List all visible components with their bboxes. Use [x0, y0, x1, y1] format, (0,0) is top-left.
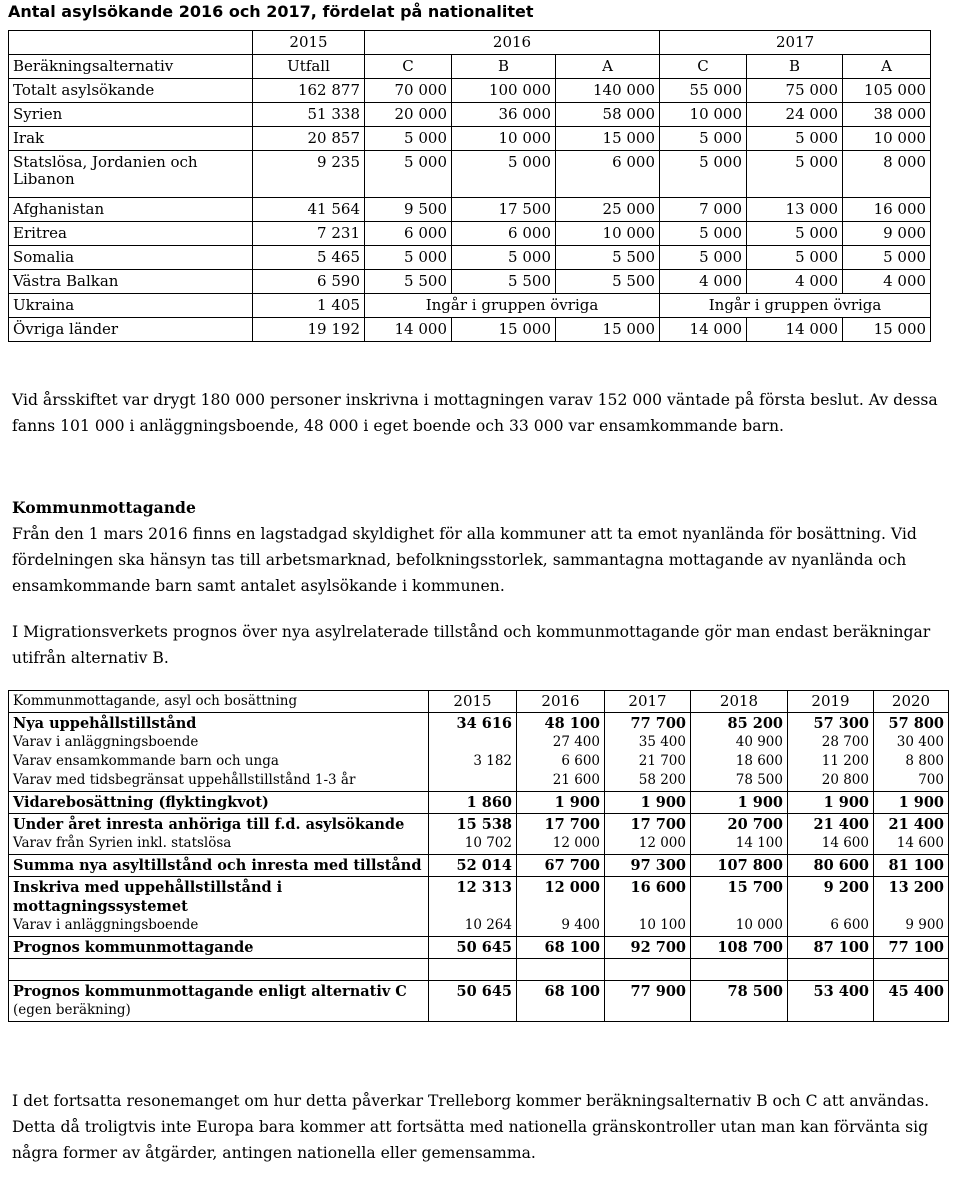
value-cell: 10 000: [452, 127, 556, 151]
line-value: 8 800: [905, 753, 944, 769]
row-label: Ukraina: [9, 294, 253, 318]
year-cell: 2017: [660, 31, 931, 55]
asylum-seekers-table: [8, 30, 931, 342]
section-heading: Kommunmottagande: [12, 498, 196, 517]
line-value: 50 645: [456, 983, 512, 1000]
line-value: 9 900: [905, 917, 944, 933]
value-cell: 25 000: [556, 198, 660, 222]
table-row: [9, 877, 949, 937]
value-cell: [691, 855, 788, 877]
alternative-cell: A: [843, 55, 931, 79]
line-value: 45 400: [888, 983, 944, 1000]
line-value: 18 600: [735, 753, 783, 769]
value-cell: 4 000: [747, 270, 843, 294]
line-value: 68 100: [544, 939, 600, 956]
line-value: 9 200: [823, 879, 869, 896]
line-value: 12 313: [456, 879, 512, 896]
value-cell: [517, 814, 605, 855]
line-value: 53 400: [813, 983, 869, 1000]
value-cell: 5 000: [660, 246, 747, 270]
line-value: 6 600: [830, 917, 869, 933]
line-label: Under året inresta anhöriga till f.d. asylsökande: [13, 816, 405, 833]
line-label: Inskriva med uppehållstillstånd i mottagningssystemet: [13, 879, 283, 915]
table-row: [9, 318, 931, 342]
value-cell: [874, 877, 949, 937]
merged-note-cell: Ingår i gruppen övriga: [660, 294, 931, 318]
value-cell: [429, 814, 517, 855]
value-cell: 7 231: [253, 222, 365, 246]
year-header-row: [9, 31, 931, 55]
line-value: 77 700: [630, 715, 686, 732]
row-label-cell: [9, 981, 429, 1022]
value-cell: 24 000: [747, 103, 843, 127]
value-cell: 8 000: [843, 151, 931, 198]
year-cell: 2016: [517, 691, 605, 713]
table-row: [9, 246, 931, 270]
value-cell: 5 500: [556, 246, 660, 270]
line-value: 20 700: [727, 816, 783, 833]
value-cell: [429, 959, 517, 981]
line-value: 58 200: [638, 772, 686, 788]
value-cell: [874, 713, 949, 792]
row-label-cell: [9, 814, 429, 855]
line-value: 107 800: [717, 857, 783, 874]
line-value: [878, 1001, 944, 1020]
line-label: Vidarebosättning (flyktingkvot): [13, 794, 269, 811]
value-cell: 14 000: [365, 318, 452, 342]
line-value: 35 400: [638, 734, 686, 750]
value-cell: 14 000: [660, 318, 747, 342]
page-title: Antal asylsökande 2016 och 2017, fördelat på nationalitet: [8, 2, 534, 21]
value-cell: [874, 855, 949, 877]
line-value: 10 000: [735, 917, 783, 933]
line-value: 78 500: [735, 772, 783, 788]
table-row: [9, 127, 931, 151]
row-label-cell: [9, 937, 429, 959]
value-cell: [788, 792, 874, 814]
line-value: 10 702: [464, 835, 512, 851]
line-value: 78 500: [727, 983, 783, 1000]
line-value: 15 700: [727, 879, 783, 896]
line-value: 10 100: [638, 917, 686, 933]
value-cell: [429, 937, 517, 959]
line-value: [792, 1001, 869, 1020]
line-value: 9 400: [561, 917, 600, 933]
line-value: [609, 1001, 686, 1020]
value-cell: 5 465: [253, 246, 365, 270]
line-value: 17 700: [630, 816, 686, 833]
value-cell: 5 000: [747, 127, 843, 151]
row-label: Irak: [9, 127, 253, 151]
line-value: 14 600: [821, 835, 869, 851]
line-value: 77 100: [888, 939, 944, 956]
line-value: 10 264: [464, 917, 512, 933]
line-value: 57 300: [813, 715, 869, 732]
value-cell: [605, 877, 691, 937]
paragraph-prognosis: I Migrationsverkets prognos över nya asylrelaterade tillstånd och kommunmottagande gör man endast beräkningar utifrån alternativ B.: [12, 623, 931, 667]
line-value: 28 700: [821, 734, 869, 750]
line-value: 57 800: [888, 715, 944, 732]
table-row: [9, 713, 949, 792]
row-label: Statslösa, Jordanien och Libanon: [9, 151, 253, 198]
value-cell: 19 192: [253, 318, 365, 342]
line-value: 1 900: [554, 794, 600, 811]
table-row: [9, 270, 931, 294]
value-cell: 15 000: [556, 318, 660, 342]
alternative-header-row: [9, 55, 931, 79]
value-cell: 5 500: [365, 270, 452, 294]
line-value: 3 182: [473, 753, 512, 769]
value-cell: 10 000: [843, 127, 931, 151]
value-cell: 5 000: [843, 246, 931, 270]
line-value: 97 300: [630, 857, 686, 874]
value-cell: [788, 877, 874, 937]
year-cell: 2019: [788, 691, 874, 713]
row-label: Syrien: [9, 103, 253, 127]
line-label: Varav från Syrien inkl. statslösa: [13, 835, 232, 851]
line-label: Nya uppehållstillstånd: [13, 715, 197, 732]
line-value: 14 100: [735, 835, 783, 851]
alternative-cell: A: [556, 55, 660, 79]
line-value: 16 600: [630, 879, 686, 896]
line-value: 52 014: [456, 857, 512, 874]
value-cell: 6 000: [556, 151, 660, 198]
value-cell: 10 000: [556, 222, 660, 246]
value-cell: 15 000: [452, 318, 556, 342]
line-value: 21 600: [552, 772, 600, 788]
value-cell: 5 000: [660, 222, 747, 246]
line-value: 12 000: [552, 835, 600, 851]
value-cell: 58 000: [556, 103, 660, 127]
value-cell: [788, 814, 874, 855]
line-value: 87 100: [813, 939, 869, 956]
header-empty-cell: [9, 31, 253, 55]
header-label: Kommunmottagande, asyl och bosättning: [9, 691, 429, 713]
value-cell: [691, 981, 788, 1022]
value-cell: 5 000: [747, 246, 843, 270]
line-value: 30 400: [896, 734, 944, 750]
table-row: [9, 981, 949, 1022]
value-cell: 6 590: [253, 270, 365, 294]
alternative-cell: Utfall: [253, 55, 365, 79]
line-value: 12 000: [638, 835, 686, 851]
value-cell: [788, 713, 874, 792]
alternative-cell: B: [452, 55, 556, 79]
value-cell: [874, 981, 949, 1022]
line-value: 85 200: [727, 715, 783, 732]
value-cell: [788, 981, 874, 1022]
value-cell: 9 000: [843, 222, 931, 246]
line-label: Varav i anläggningsboende: [13, 734, 199, 750]
value-cell: [429, 713, 517, 792]
value-cell: 5 500: [556, 270, 660, 294]
value-cell: 9 235: [253, 151, 365, 198]
value-cell: [429, 877, 517, 937]
municipal-reception-table: [8, 690, 949, 1022]
line-value: 21 400: [813, 816, 869, 833]
row-label-cell: [9, 855, 429, 877]
value-cell: 13 000: [747, 198, 843, 222]
line-value: 34 616: [456, 715, 512, 732]
line-value: 92 700: [630, 939, 686, 956]
row-label-cell: [9, 959, 429, 981]
alternative-cell: B: [747, 55, 843, 79]
table-row: [9, 294, 931, 318]
line-value: 1 860: [466, 794, 512, 811]
line-label: Varav i anläggningsboende: [13, 917, 199, 933]
paragraph-conclusion: I det fortsatta resonemanget om hur detta påverkar Trelleborg kommer beräkningsalternativ B och C att användas. Detta då troligtvis inte Europa bara kommer att fortsätta med nationella gränskontroller utan man kan förvänta sig några former av åtgärder, antingen nationella eller gemensamma.: [12, 1092, 930, 1162]
table-row: [9, 79, 931, 103]
line-label: Prognos kommunmottagande: [13, 939, 254, 956]
value-cell: [691, 792, 788, 814]
value-cell: [517, 981, 605, 1022]
table-row: [9, 855, 949, 877]
alternative-cell: C: [365, 55, 452, 79]
value-cell: 51 338: [253, 103, 365, 127]
line-value: 68 100: [544, 983, 600, 1000]
line-label: Summa nya asyltillstånd och inresta med tillstånd: [13, 857, 422, 874]
value-cell: [691, 959, 788, 981]
alternative-cell: C: [660, 55, 747, 79]
value-cell: [517, 959, 605, 981]
line-label: Varav med tidsbegränsat uppehållstillstånd 1-3 år: [13, 772, 356, 788]
value-cell: [429, 792, 517, 814]
line-value: 77 900: [630, 983, 686, 1000]
year-cell: 2017: [605, 691, 691, 713]
value-cell: 38 000: [843, 103, 931, 127]
value-cell: 7 000: [660, 198, 747, 222]
value-cell: [605, 814, 691, 855]
value-cell: 162 877: [253, 79, 365, 103]
table-row: [9, 792, 949, 814]
line-value: 700: [918, 772, 944, 788]
value-cell: [605, 792, 691, 814]
line-value: [433, 771, 512, 790]
value-cell: [605, 981, 691, 1022]
value-cell: [874, 792, 949, 814]
value-cell: 5 000: [452, 246, 556, 270]
value-cell: [517, 855, 605, 877]
value-cell: 14 000: [747, 318, 843, 342]
table-header-row: [9, 691, 949, 713]
value-cell: 5 500: [452, 270, 556, 294]
value-cell: [691, 814, 788, 855]
value-cell: [605, 937, 691, 959]
value-cell: 15 000: [843, 318, 931, 342]
line-value: [433, 1001, 512, 1020]
value-cell: 9 500: [365, 198, 452, 222]
value-cell: 36 000: [452, 103, 556, 127]
line-value: 6 600: [561, 753, 600, 769]
line-value: 67 700: [544, 857, 600, 874]
line-value: 40 900: [735, 734, 783, 750]
value-cell: [429, 855, 517, 877]
value-cell: 41 564: [253, 198, 365, 222]
value-cell: 1 405: [253, 294, 365, 318]
row-label: Övriga länder: [9, 318, 253, 342]
line-label: Varav ensamkommande barn och unga: [13, 753, 279, 769]
value-cell: 17 500: [452, 198, 556, 222]
value-cell: 5 000: [660, 127, 747, 151]
value-cell: 105 000: [843, 79, 931, 103]
year-cell: 2015: [429, 691, 517, 713]
paragraph-intake: Vid årsskiftet var drygt 180 000 personer inskrivna i mottagningen varav 152 000 väntade på första beslut. Av dessa fanns 101 000 i anläggningsboende, 48 000 i eget boende och 33 000 var ensamkommande barn.: [12, 391, 938, 435]
line-value: 108 700: [717, 939, 783, 956]
value-cell: 70 000: [365, 79, 452, 103]
value-cell: [429, 981, 517, 1022]
line-value: 15 538: [456, 816, 512, 833]
table-row: [9, 103, 931, 127]
value-cell: 10 000: [660, 103, 747, 127]
line-value: 1 900: [898, 794, 944, 811]
value-cell: 5 000: [452, 151, 556, 198]
line-value: 48 100: [544, 715, 600, 732]
value-cell: 20 000: [365, 103, 452, 127]
line-value: 21 400: [888, 816, 944, 833]
row-label: Västra Balkan: [9, 270, 253, 294]
row-label-cell: [9, 792, 429, 814]
value-cell: 5 000: [747, 222, 843, 246]
value-cell: 20 857: [253, 127, 365, 151]
value-cell: [874, 814, 949, 855]
line-value: 81 100: [888, 857, 944, 874]
value-cell: [691, 877, 788, 937]
value-cell: 5 000: [660, 151, 747, 198]
line-value: 13 200: [888, 879, 944, 896]
value-cell: 75 000: [747, 79, 843, 103]
merged-note-cell: Ingår i gruppen övriga: [365, 294, 660, 318]
line-value: 1 900: [823, 794, 869, 811]
row-label: Eritrea: [9, 222, 253, 246]
row-label-cell: [9, 877, 429, 937]
value-cell: 100 000: [452, 79, 556, 103]
value-cell: 5 000: [365, 246, 452, 270]
table-row: [9, 937, 949, 959]
line-value: 50 645: [456, 939, 512, 956]
value-cell: [605, 855, 691, 877]
value-cell: [874, 937, 949, 959]
table-row: [9, 959, 949, 981]
line-value: 27 400: [552, 734, 600, 750]
line-label: Prognos kommunmottagande enligt alternativ C: [13, 983, 407, 1000]
value-cell: 4 000: [660, 270, 747, 294]
line-value: [433, 733, 512, 752]
value-cell: [691, 937, 788, 959]
value-cell: 5 000: [365, 127, 452, 151]
line-value: 14 600: [896, 835, 944, 851]
row-label: Somalia: [9, 246, 253, 270]
line-value: 1 900: [640, 794, 686, 811]
line-value: 20 800: [821, 772, 869, 788]
year-cell: 2016: [365, 31, 660, 55]
line-value: 11 200: [821, 753, 869, 769]
value-cell: 5 000: [747, 151, 843, 198]
value-cell: 6 000: [452, 222, 556, 246]
line-value: 80 600: [813, 857, 869, 874]
line-value: 1 900: [737, 794, 783, 811]
value-cell: [874, 959, 949, 981]
line-value: [695, 1001, 783, 1020]
line-value: 12 000: [544, 879, 600, 896]
value-cell: [691, 713, 788, 792]
row-label: Totalt asylsökande: [9, 79, 253, 103]
table-row: [9, 151, 931, 198]
value-cell: 4 000: [843, 270, 931, 294]
value-cell: [517, 792, 605, 814]
table-row: [9, 222, 931, 246]
year-cell: 2015: [253, 31, 365, 55]
value-cell: 55 000: [660, 79, 747, 103]
line-value: 21 700: [638, 753, 686, 769]
value-cell: 5 000: [365, 151, 452, 198]
line-label: (egen beräkning): [13, 1002, 131, 1018]
row-label-cell: [9, 713, 429, 792]
row-label: Beräkningsalternativ: [9, 55, 253, 79]
year-cell: 2020: [874, 691, 949, 713]
year-cell: 2018: [691, 691, 788, 713]
table-row: [9, 814, 949, 855]
line-value: 17 700: [544, 816, 600, 833]
value-cell: [605, 713, 691, 792]
value-cell: [517, 877, 605, 937]
value-cell: 140 000: [556, 79, 660, 103]
value-cell: [605, 959, 691, 981]
line-value: [521, 1001, 600, 1020]
value-cell: [788, 959, 874, 981]
value-cell: 6 000: [365, 222, 452, 246]
value-cell: [517, 713, 605, 792]
value-cell: [788, 937, 874, 959]
paragraph-municipal: Från den 1 mars 2016 finns en lagstadgad skyldighet för alla kommuner att ta emot nyanlända för bosättning. Vid fördelningen ska hänsyn tas till arbetsmarknad, befolkningsstorlek, sammantagna mottagande av nyanlända och ensamkommande barn samt antalet asylsökande i kommunen.: [12, 525, 917, 595]
value-cell: 15 000: [556, 127, 660, 151]
table-row: [9, 198, 931, 222]
row-label: Afghanistan: [9, 198, 253, 222]
value-cell: [517, 937, 605, 959]
value-cell: 16 000: [843, 198, 931, 222]
value-cell: [788, 855, 874, 877]
